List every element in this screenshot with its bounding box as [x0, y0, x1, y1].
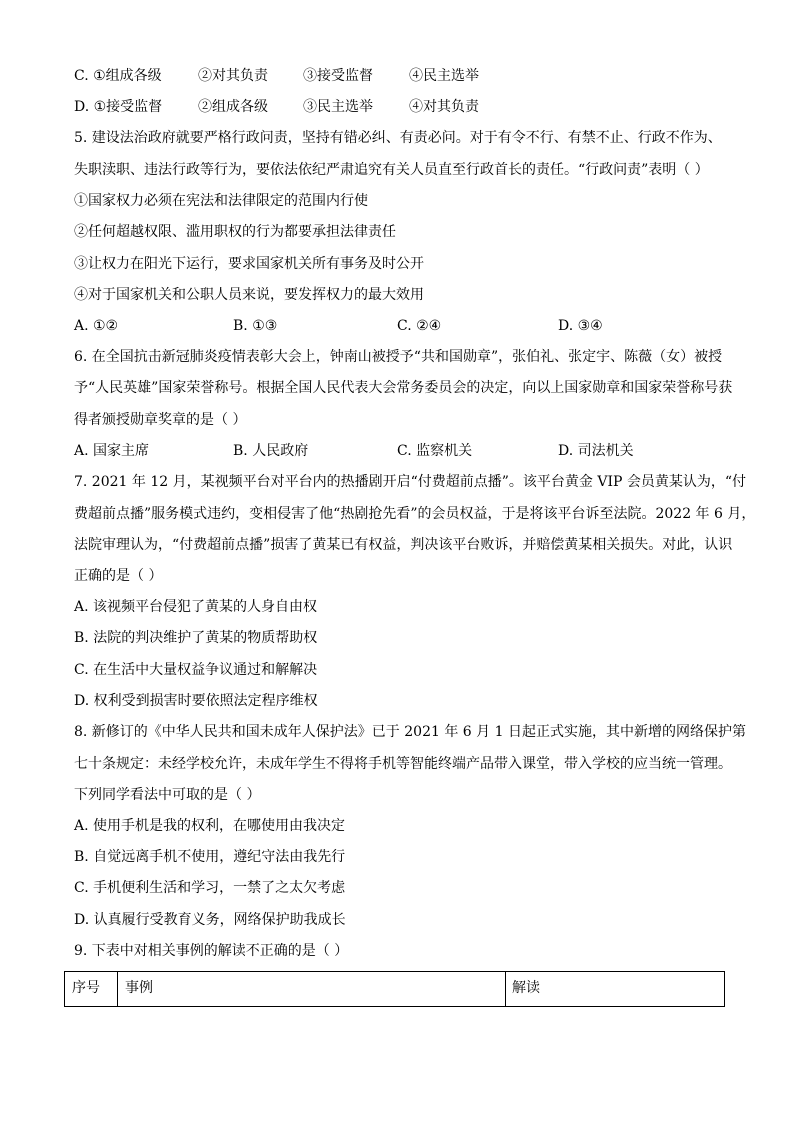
table-divider	[117, 972, 118, 1006]
q4-option-d3: ③民主选举	[303, 99, 373, 115]
table-header-case: 事例	[125, 980, 153, 996]
q4-option-d1: D. ①接受监督	[74, 99, 163, 115]
table-header-index: 序号	[72, 980, 100, 996]
q8-stem-line: 8. 新修订的《中华人民共和国未成年人保护法》已于 2021 年 6 月 1 日起正式实施，其中新增的网络保护第	[74, 724, 746, 740]
q8-stem-line: 七十条规定：未经学校允许，未成年学生不得将手机等智能终端产品带入课堂，带入学校的应当统一管理。	[74, 756, 732, 772]
q6-option-a: A. 国家主席	[74, 443, 150, 459]
q6-option-c: C. 监察机关	[397, 443, 473, 459]
q5-stem-line: 5. 建设法治政府就要严格行政问责，坚持有错必纠、有责必问。对于有令不行、有禁不止、行政不作为、	[74, 130, 722, 146]
q6-option-b: B. 人民政府	[233, 443, 309, 459]
q7-stem-line: 正确的是（ ）	[74, 568, 163, 584]
q4-option-c3: ③接受监督	[303, 68, 373, 84]
q4-option-c4: ④民主选举	[409, 68, 479, 84]
q4-option-c1: C. ①组成各级	[74, 68, 162, 84]
q7-option-c: C. 在生活中大量权益争议通过和解解决	[74, 662, 318, 678]
q6-stem-line: 6. 在全国抗击新冠肺炎疫情表彰大会上，钟南山被授予“共和国勋章”，张伯礼、张定宇、陈薇（女）被授	[74, 349, 723, 365]
q7-stem-line: 法院审理认为，“付费超前点播”损害了黄某已有权益，判决该平台败诉，并赔偿黄某相关损失。对此，认识	[74, 537, 733, 553]
q6-option-d: D. 司法机关	[558, 443, 634, 459]
q5-option-a: A. ①②	[74, 318, 119, 334]
q4-option-c2: ②对其负责	[198, 68, 268, 84]
q4-option-d4: ④对其负责	[409, 99, 479, 115]
q8-option-d: D. 认真履行受教育义务，网络保护助我成长	[74, 912, 346, 928]
q9-table	[64, 971, 725, 1007]
q8-option-c: C. 手机便利生活和学习，一禁了之太欠考虑	[74, 880, 346, 896]
q5-stem-line: 失职渎职、违法行政等行为，要依法依纪严肃追究有关人员直至行政首长的责任。“行政问责”表明（ ）	[74, 162, 709, 178]
q5-statement: ②任何超越权限、滥用职权的行为都要承担法律责任	[74, 224, 396, 240]
q5-option-b: B. ①③	[233, 318, 278, 334]
q5-statement: ④对于国家机关和公职人员来说，要发挥权力的最大效用	[74, 287, 424, 303]
q8-option-b: B. 自觉远离手机不使用，遵纪守法由我先行	[74, 849, 346, 865]
q6-stem-line: 得者颁授勋章奖章的是（ ）	[74, 412, 247, 428]
q7-stem-line: 费超前点播”服务模式违约，变相侵害了他“热剧抢先看”的会员权益，于是将该平台诉至法院。2022 年 6 月，	[74, 506, 756, 522]
q5-statement: ③让权力在阳光下运行，要求国家机关所有事务及时公开	[74, 256, 424, 272]
table-header-interpretation: 解读	[512, 980, 540, 996]
q7-stem-line: 7. 2021 年 12 月，某视频平台对平台内的热播剧开启“付费超前点播”。该平台黄金 VIP 会员黄某认为，“付	[74, 474, 747, 490]
q9-stem: 9. 下表中对相关事例的解读不正确的是（ ）	[74, 943, 349, 959]
q6-stem-line: 予“人民英雄”国家荣誉称号。根据全国人民代表大会常务委员会的决定，向以上国家勋章和国家荣誉称号获	[74, 380, 733, 396]
q8-option-a: A. 使用手机是我的权利，在哪使用由我决定	[74, 818, 346, 834]
q7-option-d: D. 权利受到损害时要依照法定程序维权	[74, 693, 318, 709]
q5-option-c: C. ②④	[397, 318, 442, 334]
q8-stem-line: 下列同学看法中可取的是（ ）	[74, 787, 261, 803]
q7-option-b: B. 法院的判决维护了黄某的物质帮助权	[74, 630, 318, 646]
q4-option-d2: ②组成各级	[198, 99, 268, 115]
q7-option-a: A. 该视频平台侵犯了黄某的人身自由权	[74, 599, 318, 615]
q5-statement: ①国家权力必须在宪法和法律限定的范围内行使	[74, 193, 368, 209]
q5-option-d: D. ③④	[558, 318, 603, 334]
table-divider	[505, 972, 506, 1006]
